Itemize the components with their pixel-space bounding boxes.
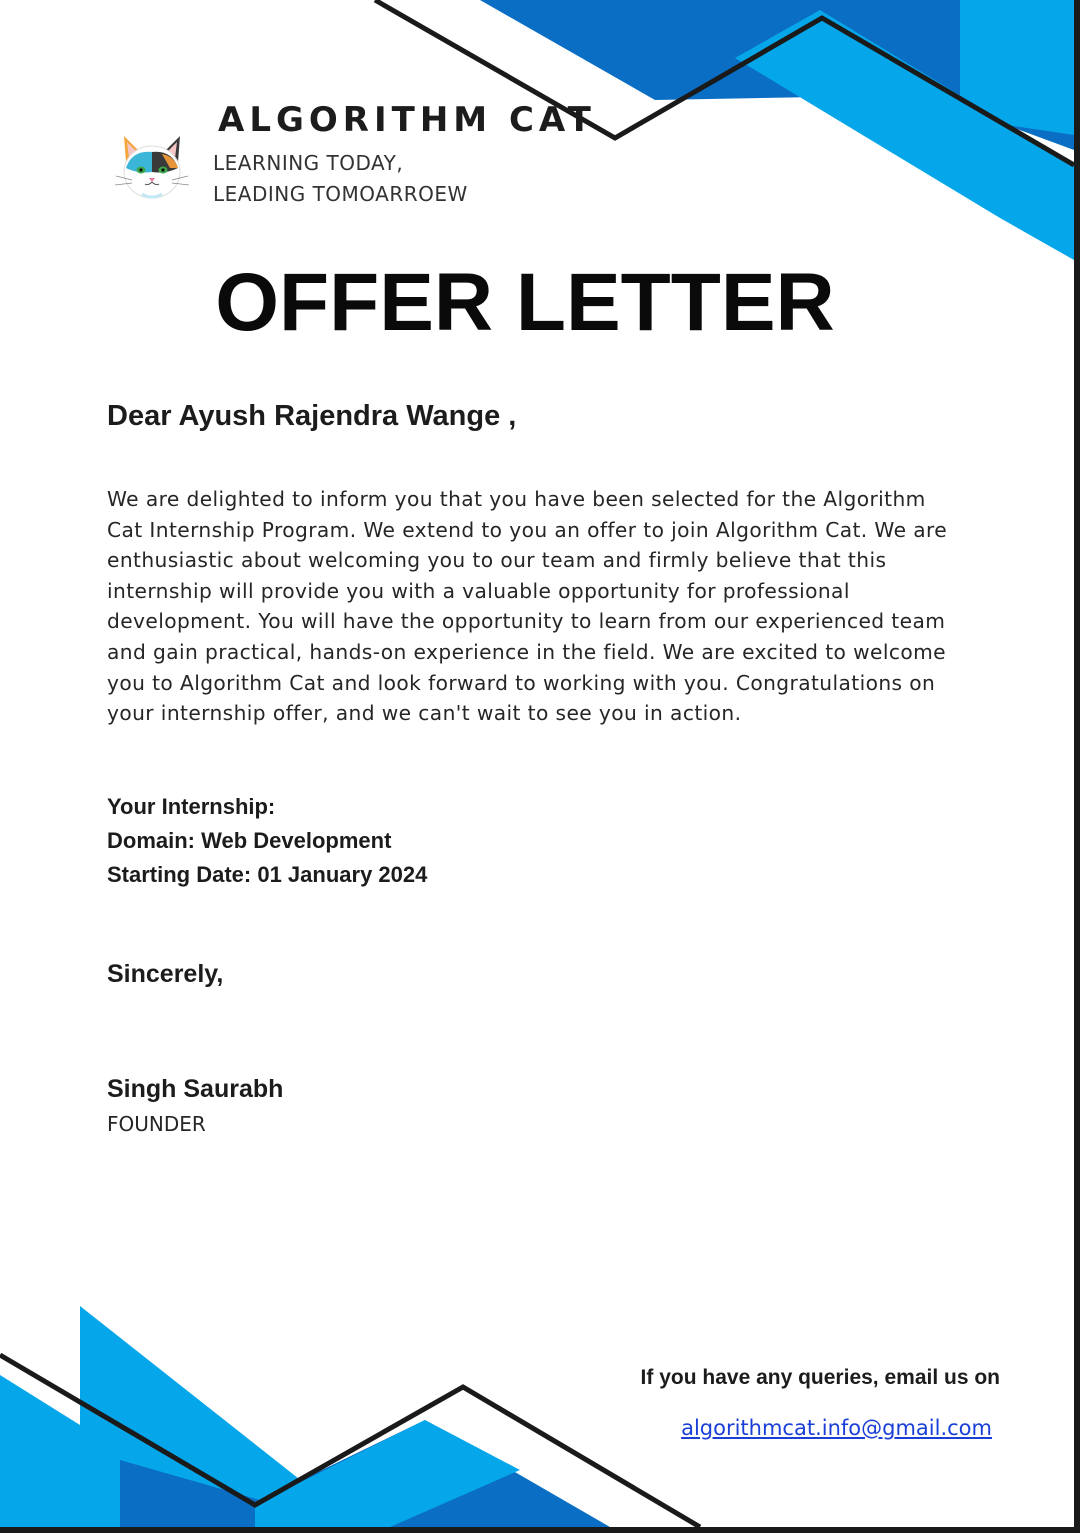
- contact-email-link[interactable]: algorithmcat.info@gmail.com: [681, 1416, 992, 1440]
- greeting: Dear Ayush Rajendra Wange ,: [107, 400, 517, 432]
- signer-role: FOUNDER: [107, 1112, 206, 1136]
- brand-name: ALGORITHM CAT: [218, 100, 596, 140]
- internship-start-date: Starting Date: 01 January 2024: [107, 862, 428, 887]
- internship-heading: Your Internship:: [107, 794, 276, 819]
- footer-query-text: If you have any queries, email us on: [640, 1366, 1000, 1389]
- tagline-line-2: LEADING TOMOARROEW: [213, 182, 468, 206]
- signer-name: Singh Saurabh: [107, 1075, 284, 1103]
- page-title: OFFER LETTER: [215, 257, 835, 348]
- tagline-line-1: LEARNING TODAY,: [213, 151, 404, 175]
- letter-body: We are delighted to inform you that you have been selected for the Algorithm Cat Internship Program. We extend to you an offer to join Algorithm Cat. We are enthusiastic about welcoming you to our team and firmly believe that this internship will provide you with a valuable opportunity for professional development. You will have the opportunity to learn from our experienced team and gain practical, hands-on experience in the field. We are excited to welcome you to Algorithm Cat and look forward to working with you. Congratulations on your internship offer, and we can't wait to see you in action.: [107, 487, 948, 726]
- closing: Sincerely,: [107, 960, 224, 988]
- cat-logo-icon: [112, 128, 192, 208]
- internship-domain: Domain: Web Development: [107, 828, 392, 853]
- internship-details: [107, 792, 427, 894]
